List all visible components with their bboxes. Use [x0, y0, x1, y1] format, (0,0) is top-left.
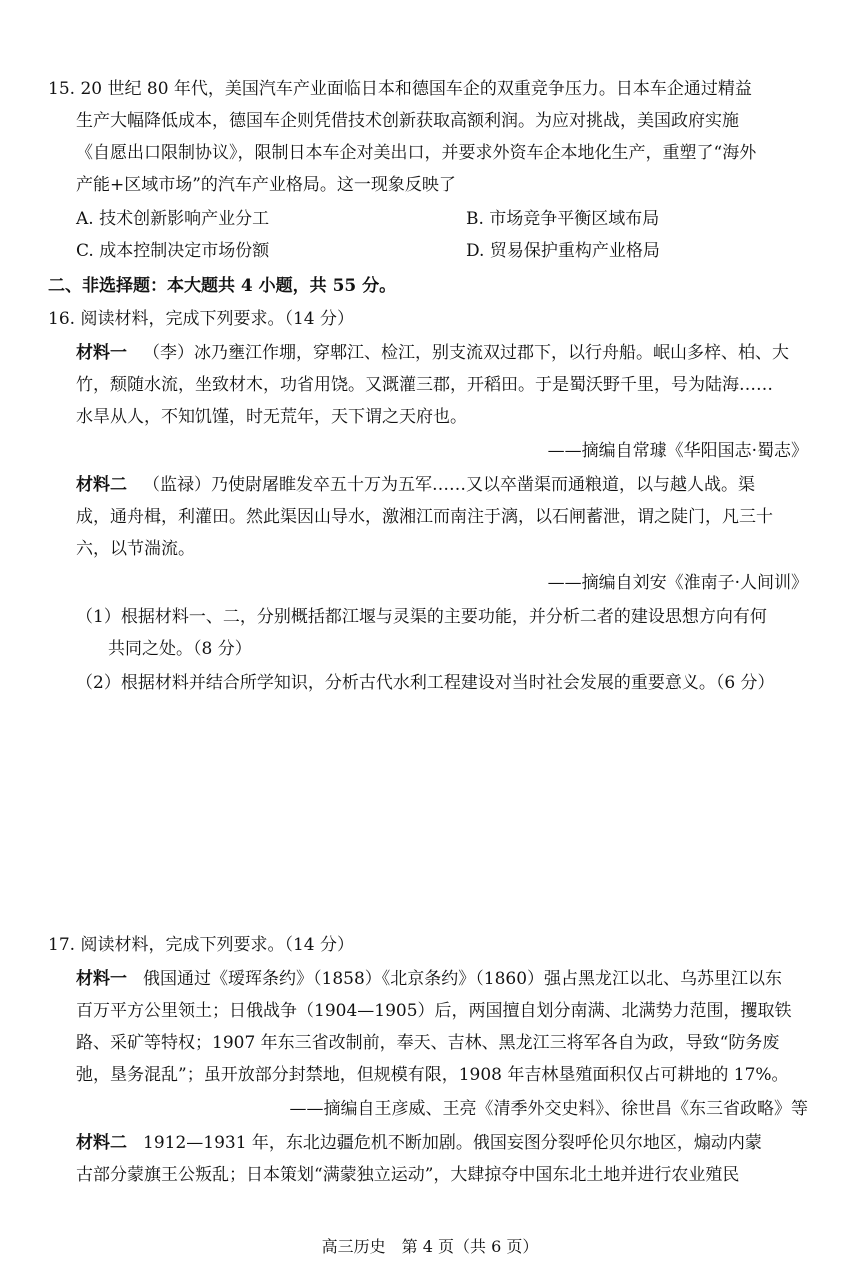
q16-material-2-line-3: 六，以节湍流。	[76, 539, 195, 559]
q16-material-1-text-1: （李）冰乃壅江作堋，穿郫江、检江，别支流双过郡下，以行舟船。岷山多梓、柏、大	[143, 343, 789, 363]
q16-material-1-line-1	[76, 342, 789, 364]
q16-sub2: （2）根据材料并结合所学知识，分析古代水利工程建设对当时社会发展的重要意义。（6 分）	[76, 673, 775, 693]
q15-line-4: 产能+区域市场”的汽车产业格局。这一现象反映了	[76, 175, 456, 195]
q16-material-1-source: ——摘编自常璩《华阳国志·蜀志》	[547, 441, 808, 461]
q17-material-2-line-2: 古部分蒙旗王公叛乱；日本策划“满蒙独立运动”，大肆掠夺中国东北土地并进行农业殖民	[76, 1165, 740, 1185]
q16-material-1-label: 材料一	[76, 343, 127, 363]
q17-material-1-line-3: 路、采矿等特权；1907 年东三省改制前，奉天、吉林、黑龙江三将军各自为政，导致“防务废	[76, 1033, 780, 1053]
q17-material-1-text-1: 俄国通过《瑷珲条约》（1858）《北京条约》（1860）强占黑龙江以北、乌苏里江以东	[143, 969, 783, 989]
q16-material-1-line-2: 竹，颓随水流，坐致材木，功省用饶。又溉灌三郡，开稻田。于是蜀沃野千里，号为陆海……	[76, 375, 773, 395]
q17-material-2-label: 材料二	[76, 1133, 127, 1153]
page-footer: 高三历史 第 4 页（共 6 页）	[321, 1237, 539, 1256]
q16-material-2-label: 材料二	[76, 475, 127, 495]
q16-material-2-line-1	[76, 474, 755, 496]
q15-line-2: 生产大幅降低成本，德国车企则凭借技术创新获取高额利润。为应对挑战，美国政府实施	[76, 111, 739, 131]
q17-material-2-line-1	[76, 1132, 762, 1154]
q15-option-c: C. 成本控制决定市场份额	[76, 241, 270, 261]
q16-sub1-line-1: （1）根据材料一、二，分别概括都江堰与灵渠的主要功能，并分析二者的建设思想方向有何	[76, 607, 767, 627]
q15-line-3: 《自愿出口限制协议》，限制日本车企对美出口，并要求外资车企本地化生产，重塑了“海外	[76, 143, 757, 163]
q15-option-d: D. 贸易保护重构产业格局	[466, 241, 660, 261]
q17-material-1-label: 材料一	[76, 969, 127, 989]
q16-stem: 16. 阅读材料，完成下列要求。（14 分）	[48, 309, 354, 329]
q17-material-2-text-1: 1912—1931 年，东北边疆危机不断加剧。俄国妄图分裂呼伦贝尔地区，煽动内蒙	[143, 1133, 762, 1153]
q16-sub1-line-2: 共同之处。（8 分）	[108, 639, 252, 659]
q15-option-a: A. 技术创新影响产业分工	[76, 209, 270, 229]
section-2-heading: 二、非选择题：本大题共 4 小题，共 55 分。	[48, 276, 397, 296]
q16-material-2-line-2: 成，通舟楫，利灌田。然此渠因山导水，激湘江而南注于漓，以石闸蓄泄，谓之陡门，凡三十	[76, 507, 773, 527]
q16-material-2-source: ——摘编自刘安《淮南子·人间训》	[547, 573, 808, 593]
q17-material-1-line-2: 百万平方公里领土；日俄战争（1904—1905）后，两国擅自划分南满、北满势力范围，攫取铁	[76, 1001, 792, 1021]
q17-material-1-source: ——摘编自王彦威、王亮《清季外交史料》、徐世昌《东三省政略》等	[289, 1099, 808, 1119]
q15-line-1: 15. 20 世纪 80 年代，美国汽车产业面临日本和德国车企的双重竞争压力。日本车企通过精益	[48, 79, 752, 99]
q16-material-1-line-3: 水旱从人，不知饥馑，时无荒年，天下谓之天府也。	[76, 407, 467, 427]
q17-stem: 17. 阅读材料，完成下列要求。（14 分）	[48, 935, 354, 955]
q15-option-b: B. 市场竞争平衡区域布局	[466, 209, 660, 229]
q17-material-1-line-4: 弛，垦务混乱”；虽开放部分封禁地，但规模有限，1908 年吉林垦殖面积仅占可耕地的 17%。	[76, 1065, 789, 1085]
q16-material-2-text-1: （监禄）乃使尉屠睢发卒五十万为五军……又以卒凿渠而通粮道，以与越人战。渠	[143, 475, 755, 495]
q17-material-1-line-1	[76, 968, 782, 990]
